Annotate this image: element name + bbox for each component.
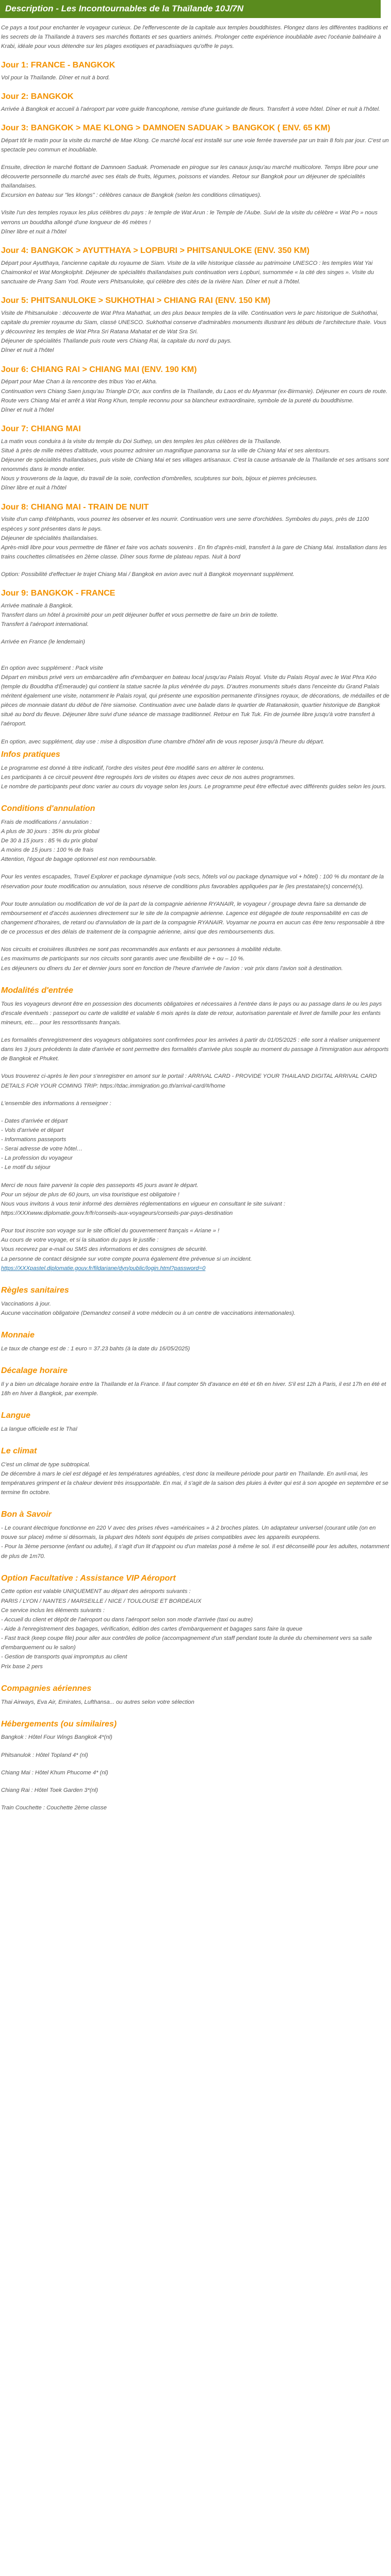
- section-title: Compagnies aériennes: [1, 1684, 92, 1693]
- day-title: Jour 7: CHIANG MAI: [1, 424, 81, 433]
- day-text: Situé à près de mille mètres d'altitude, vous pourrez admirer un magnifique panorama sur la ville de Chiang Mai et ses alentours.: [1, 447, 331, 454]
- section-text: Pour un séjour de plus de 60 jours, un visa touristique est obligatoire !: [1, 1191, 180, 1198]
- description-banner: Description - Les Incontournables de la Thaïlande 10J/7N: [0, 0, 381, 18]
- paragraph-gap: [1, 655, 390, 664]
- section-text: Ce service inclus les éléments suivants :: [1, 1607, 105, 1614]
- day-text: Dîner libre et nuit à l'hôtel: [1, 228, 67, 235]
- itinerary-days: [1, 60, 390, 747]
- section-text: Pour tout inscrire son voyage sur le site officiel du gouvernement français « Ariane » !: [1, 1228, 220, 1234]
- day-title: Jour 1: FRANCE - BANGKOK: [1, 60, 116, 70]
- section-title: Conditions d'annulation: [1, 804, 95, 813]
- section-title: Modalités d'entrée: [1, 986, 73, 995]
- paragraph-gap: [1, 1063, 390, 1072]
- section-text: Les maximums de participants sur nos circuits sont garantis avec une flexibilité de + ou – 10 %.: [1, 956, 245, 962]
- day-text: Arrivée en France (le lendemain): [1, 639, 85, 646]
- day-text: Transfert dans un hôtel à proximité pour un petit déjeuner buffet et vous permettre de faire un brin de toilette.: [1, 612, 279, 619]
- day-text: Dîner et nuit à l'hôtel: [1, 406, 54, 413]
- section-text: Cette option est valable UNIQUEMENT au départ des aéroports suivants :: [1, 1588, 191, 1595]
- section-text: - Aide à l'enregistrement des bagages, vérification, édition des cartes d'embarquement et bagages sans faire la queue: [1, 1626, 303, 1632]
- paragraph-gap: [1, 647, 390, 655]
- section-title: Langue: [1, 1411, 30, 1420]
- section-title: Infos pratiques: [1, 750, 60, 759]
- section-text: - Le courant électrique fonctionne en 220 V avec des prises rêves «américaines » à 2 broches plates. Un adaptateur universel (courant utile (on en trouve sur place) même si désormais, la plupart des hôtels sont équipés de prises compatibles avec les appareils européens.: [1, 1525, 376, 1541]
- paragraph-gap: [1, 155, 390, 163]
- section-text: Vous trouverez ci-après le lien pour s'enregistrer en amont sur le portail : ARRIVAL CARD - PROVIDE YOUR THAILAND DIGITAL ARRIVAL CARD DETAILS FOR YOUR COMING TRIP: https://tdac.immigration.go.th/arrival-card/#/home: [1, 1073, 377, 1089]
- section-text: Les formalités d'enregistrement des voyageurs obligatoires sont confirmées pour les arrivées à partir du 01/05/2025 : elle sont à réaliser uniquement dans les 3 jours précédents la date d'arrivée et sont permettre des formalités d'arrivée plus souple au moment du passage à l'immigration aux aéroports de Bangkok et Phuket.: [1, 1037, 389, 1062]
- info-sections: [1, 750, 390, 1812]
- intro-text: Ce pays a tout pour enchanter le voyageur curieux. De l'effervescente de la capitale aux temples bouddhistes. Plongez dans les différentes traditions et les secrets de la Thaïlande à travers ses marchés flottants et ses quartiers animés. Prolonger cette expérience inoubliable avec l'océanie balnéaire à Krabi, idéale pour vous détendre sur les plages exotiques et paradisiaques qu'offre le pays.: [1, 24, 388, 49]
- section-title: Bon à Savoir: [1, 1510, 52, 1519]
- day-text: Départ en minibus privé vers un embarcadère afin d'embarquer en bateau local jusqu'au Palais Royal. Visite du Palais Royal avec le Wat Phra Kéo (temple du Bouddha d'Émeraude) qui contient la statue sacrée la plus vénérée du pays. D'autres monuments situés dans l'enceinte du Grand Palais méritent également une visite, notamment le Palais royal, qui présente une exposition permanente d'insignes royaux, de décorations, de médailles et de pièces de monnaie datant du début de l'ère siamoise. Continuation avec une balade dans le quartier de Ratanakosin, quartier historique de Bangkok situé au bord du fleuve. Déjeuner libre suivi d'une séance de massage traditionnel. Retour en Tuk Tuk. Fin de journée libre jusqu'à votre transfert à l'aéroport.: [1, 674, 389, 727]
- day-text: Ensuite, direction le marché flottant de Damnoen Saduak. Promenade en pirogue sur les canaux jusqu'au marché multicolore. Temps libre pour une découverte personnelle du marché avec ses étals de fruits, légumes, poissons et viandes. Retour sur Bangkok pour un déjeuner de spécialités thaïlandaises.: [1, 164, 379, 190]
- section-title: Monnaie: [1, 1330, 35, 1340]
- day-text: Route vers Chiang Mai et arrêt à Wat Rong Khun, temple reconnu pour sa blancheur extraordinaire, symbole de la pureté du bouddhisme.: [1, 397, 354, 404]
- paragraph-gap: [1, 1742, 390, 1751]
- section-text: - Serai adresse de votre hôtel…: [1, 1146, 83, 1153]
- section-text: Les déjeuners ou dîners du 1er et dernier jours sont en fonction de l'heure d'arrivée de l'avion : voir prix dans l'avion soit à destination.: [1, 965, 343, 972]
- section-text: Le nombre de participants peut donc varier au cours du voyage selon les jours. Le programme peut être effectué avec différents guides selon les jours.: [1, 783, 386, 790]
- section-text: Chiang Mai : Hôtel Khum Phucome 4* (nl): [1, 1769, 108, 1776]
- section-text: A moins de 15 jours : 100 % de frais: [1, 847, 94, 854]
- day-text: Excursion en bateau sur "les klongs" : célèbres canaux de Bangkok (selon les conditions climatiques).: [1, 192, 262, 199]
- day-text: Transfert à l'aéroport international.: [1, 621, 89, 628]
- section-text: - Dates d'arrivée et départ: [1, 1117, 68, 1124]
- paragraph-gap: [1, 729, 390, 737]
- section-text: - Accueil du client et dépôt de l'aéroport ou dans l'aéroport selon son mode d'arrivée (taxi ou autre): [1, 1616, 253, 1623]
- section-text: Les participants à ce circuit peuvent être regroupés lors de visites ou étapes avec ceux de nos autres programmes.: [1, 774, 296, 781]
- section-text: La personne de contact désignée sur votre compte pourra également être prévenue si un incident.: [1, 1256, 252, 1262]
- section-text: Prix base 2 pers: [1, 1663, 43, 1670]
- day-title: Jour 8: CHIANG MAI - TRAIN DE NUIT: [1, 502, 149, 512]
- paragraph-gap: [1, 1218, 390, 1226]
- day-text: Option: Possibilité d'effectuer le trajet Chiang Mai / Bangkok en avion avec nuit à Bangkok moyennant supplément.: [1, 571, 295, 578]
- section-text: - Gestion de transports quai impromptus au client: [1, 1654, 127, 1660]
- day-text: Arrivée matinale à Bangkok.: [1, 603, 73, 609]
- section-title: Le climat: [1, 1446, 37, 1455]
- section-text: Thai Airways, Eva Air, Emirates, Lufthansa... ou autres selon votre sélection: [1, 1699, 194, 1705]
- day-title: Jour 9: BANGKOK - FRANCE: [1, 589, 116, 598]
- day-text: Départ pour Mae Chan à la rencontre des tribus Yao et Akha.: [1, 379, 157, 385]
- day-title: Jour 2: BANGKOK: [1, 92, 74, 101]
- day-text: Vol pour la Thaïlande. Dîner et nuit à bord.: [1, 74, 110, 81]
- day-text: Arrivée à Bangkok et accueil à l'aéroport par votre guide francophone, remise d'une guirlande de fleurs. Transfert à votre hôtel. Dîner et nuit à l'hôtel.: [1, 106, 381, 112]
- section-text: PARIS / LYON / NANTES / MARSEILLE / NICE / TOULOUSE ET BORDEAUX: [1, 1598, 202, 1604]
- section-text: Nous vous invitons à vous tenir informé des dernières réglementations en vigueur en consultant le site suivant : https://XXXwww.diplomatie.gouv.fr/fr/conseils-aux-voyageurs/conseils-par-pays-destination: [1, 1200, 285, 1217]
- section-text: Le taux de change est de : 1 euro = 37.23 bahts (à la date du 16/05/2025): [1, 1345, 190, 1352]
- section-title: Décalage horaire: [1, 1366, 68, 1375]
- section-text: - Vols d'arrivée et départ: [1, 1127, 64, 1133]
- day-text: Dîner et nuit à l'hôtel: [1, 347, 54, 354]
- paragraph-gap: [1, 562, 390, 570]
- section-text: - Informations passeports: [1, 1137, 67, 1143]
- day-text: Départ tôt le matin pour la visite du marché de Mae Klong. Ce marché local est installé sur une voie ferrée traversée par un train 8 fois par jour. C'est un spectacle peu commun et inoubliable.: [1, 137, 389, 153]
- section-text: - Fast track (keep coupe file) pour aller aux contrôles de police (accompagnement d'un staff pendant toute la durée du cheminement vers sa salle d'embarquement ou le salon): [1, 1635, 372, 1651]
- section-text: Merci de nous faire parvenir la copie des passeports 45 jours avant le départ.: [1, 1182, 199, 1189]
- section-text: Bangkok : Hôtel Four Wings Bangkok 4*(nl): [1, 1734, 112, 1741]
- paragraph-gap: [1, 1777, 390, 1786]
- section-text: De décembre à mars le ciel est dégagé et les températures agréables, c'est donc la meilleure période pour partir en Thaïlande. En avril-mai, les températures grimpent et la chaleur devient très insupportable. En mai, il s'agit de la saison des pluies à éviter qui est à son apogée en septembre et se termine fin octobre.: [1, 1470, 388, 1496]
- section-title: Option Facultative : Assistance VIP Aéroport: [1, 1573, 176, 1583]
- section-link[interactable]: https://XXXpastel.diplomatie.gouv.fr/fildariane/dyn/public/login.html?password=0: [1, 1265, 206, 1272]
- day-text: Visite l'un des temples royaux les plus célèbres du pays : le temple de Wat Arun : le Temple de l'Aube. Suivi de la visite du célèbre « Wat Po » nous verrons un bouddha allongé d'une longueur de 46 mètres !: [1, 210, 378, 226]
- day-text: Continuation vers Chiang Saen jusqu'au Triangle D'Or, aux confins de la Thaïlande, du Laos et du Myanmar (ex-Birmanie). Déjeuner en cours de route.: [1, 388, 388, 395]
- section-text: - La profession du voyageur: [1, 1155, 73, 1162]
- day-text: Dîner libre et nuit à l'hôtel: [1, 485, 67, 492]
- section-text: Au cours de votre voyage, et si la situation du pays le justifie :: [1, 1237, 159, 1244]
- paragraph-gap: [1, 629, 390, 637]
- section-text: Chiang Rai : Hôtel Toek Garden 3*(nl): [1, 1787, 99, 1793]
- day-text: Déjeuner de spécialités thaïlandaises.: [1, 535, 99, 541]
- paragraph-gap: [1, 937, 390, 945]
- section-text: Tous les voyageurs devront être en possession des documents obligatoires et nécessaires à l'entrée dans le pays ou au passage dans le ou les pays d'escale éventuels : passeport ou carte de validité et valable 6 mois après la date de retour, autorisation parentale et livret de famille pour les enfants mineurs, etc… pour les ressortissants français.: [1, 1001, 382, 1026]
- day-text: Départ pour Ayutthaya, l'ancienne capitale du royaume de Siam. Visite de la ville historique classée au patrimoine UNESCO : les temples Wat Yai Chaimonkol et Wat Mongkolphit. Déjeuner de spécialités thaïlandaises puis continuation vers Lopburi, surnommée « la cité des singes ». Visite du sanctuaire de Prang Sam Yod. Route vers Phitsanuloke, qui célèbre des cités de la rivière Nan. Dîner et nuit à l'hôtel.: [1, 260, 374, 285]
- day-text: Déjeuner de spécialités Thaïlande puis route vers Chiang Rai, la capitale du nord du pays.: [1, 338, 232, 345]
- paragraph-gap: [1, 1027, 390, 1036]
- paragraph-gap: [1, 864, 390, 872]
- day-text: Nous y trouverons de la laque, du travail de la soie, confection d'ombrelles, sculptures sur bois, bijoux et pierres précieuses.: [1, 476, 318, 482]
- section-text: Attention, l'égout de bagage optionnel est non remboursable.: [1, 856, 157, 863]
- day-text: Déjeuner de spécialités thaïlandaises, puis visite de Chiang Mai et ses villages artisanaux. C'est la cause artisanale de la Thaïlande et ses artisans sont renommés dans le monde entier.: [1, 457, 389, 473]
- paragraph-gap: [1, 1760, 390, 1768]
- section-text: Pour les ventes escapades, Travel Explorer et package dynamique (vols secs, hôtels vol ou package dynamique vol + hôtel) : 100 % du montant de la réservation pour toute modification ou annulation, sous réserve de conditions plus favorables appliquées par le (les prestataire(s) concerné(s).: [1, 874, 384, 890]
- paragraph-gap: [1, 1173, 390, 1181]
- day-text: Visite de Phitsanuloke : découverte de Wat Phra Mahathat, un des plus beaux temples de la ville. Continuation vers le parc historique de Sukhothai, capitale du premier royaume du Siam, classé UNESCO. Sukhothai conserve d'admirables monuments illustrant les débuts de l'architecture thaïe. Vous y découvrirez les temples de Wat Phra Sri Ratana Mahatat et de Wat Sra Sri.: [1, 310, 386, 335]
- section-title: Hébergements (ou similaires): [1, 1719, 117, 1728]
- section-text: - Pour la 3ème personne (enfant ou adulte), il s'agit d'un lit d'appoint ou d'un matelas posé à même le sol. Il est déconseillé pour les adultes, notamment de plus de 1m70.: [1, 1544, 389, 1560]
- description-content: [0, 23, 390, 1813]
- section-text: Il y a bien un décalage horaire entre la Thaïlande et la France. Il faut compter 5h d'avance en été et 6h en hiver. S'il est 12h à Paris, il est 17h en été et 18h en hiver à Bangkok, par exemple.: [1, 1381, 386, 1397]
- section-title: Règles sanitaires: [1, 1285, 69, 1295]
- day-text: En option, avec supplément, day use : mise à disposition d'une chambre d'hôtel afin de vous reposer jusqu'à l'heure du départ.: [1, 738, 324, 745]
- section-text: Train Couchette : Couchette 2ème classe: [1, 1805, 107, 1811]
- section-text: La langue officielle est le Thaï: [1, 1426, 78, 1432]
- paragraph-gap: [1, 1108, 390, 1116]
- section-text: Nos circuits et croisières illustrées ne sont pas recommandés aux enfants et aux personnes à mobilité réduite.: [1, 946, 282, 953]
- paragraph-gap: [1, 1795, 390, 1803]
- section-text: De 30 à 15 jours : 85 % du prix global: [1, 838, 97, 844]
- section-text: Pour toute annulation ou modification de vol de la part de la compagnie aérienne RYANAIR, le voyageur / groupage devra faire sa demande de remboursement et d'accès auxiennes directement sur le site de la compagnie aérienne. Lagence est dégagée de toute responsabilité en cas de changement d'horaires, de retard ou d'annulation de la part de la compagnie RYANAIR. Voyamar ne pourra en aucun cas être tenu responsable à titre de ce processus et des délais de traitement de la compagnie aérienne, ainsi que des remboursements dus.: [1, 901, 385, 936]
- section-text: - Le motif du séjour: [1, 1164, 51, 1171]
- day-title: Jour 3: BANGKOK > MAE KLONG > DAMNOEN SADUAK > BANGKOK ( ENV. 65 KM): [1, 123, 331, 132]
- section-text: Vaccinations à jour.: [1, 1300, 51, 1307]
- day-text: En option avec supplément : Pack visite: [1, 665, 103, 671]
- paragraph-gap: [1, 200, 390, 208]
- section-text: Le programme est donné à titre indicatif, l'ordre des visites peut être modifié sans en altérer le contenu.: [1, 765, 265, 771]
- day-title: Jour 4: BANGKOK > AYUTTHAYA > LOPBURI > PHITSANULOKE (ENV. 350 KM): [1, 246, 309, 255]
- day-text: La matin vous conduira à la visite du temple du Doi Suthep, un des temples les plus célèbres de la Thaïlande.: [1, 438, 282, 445]
- section-text: L'ensemble des informations à renseigner :: [1, 1100, 111, 1107]
- section-text: Aucune vaccination obligatoire (Demandez conseil à votre médecin ou à un centre de vaccinations internationales).: [1, 1310, 296, 1316]
- section-text: Vous recevrez par e-mail ou SMS des informations et des consignes de sécurité.: [1, 1246, 208, 1253]
- paragraph-gap: [1, 1091, 390, 1099]
- section-text: A plus de 30 jours : 35% du prix global: [1, 828, 100, 835]
- day-text: Après-midi libre pour vous permettre de flâner et faire vos achats souvenirs . En fin d'après-midi, transfert à la gare de Chiang Mai. Installation dans les trains couchettes climatisées en 2ème classe. Dîner sous forme de plateau repas. Nuit à bord: [1, 544, 387, 560]
- day-title: Jour 5: PHITSANULOKE > SUKHOTHAI > CHIANG RAI (ENV. 150 KM): [1, 296, 271, 306]
- paragraph-gap: [1, 891, 390, 900]
- day-title: Jour 6: CHIANG RAI > CHIANG MAI (ENV. 190 KM): [1, 365, 197, 374]
- section-text: Frais de modifications / annulation :: [1, 819, 92, 825]
- section-text: C'est un climat de type subtropical.: [1, 1461, 91, 1468]
- section-text: Phitsanulok : Hôtel Topland 4* (nl): [1, 1752, 88, 1758]
- day-text: Visite d'un camp d'éléphants, vous pourrez les observer et les nourrir. Continuation vers une serre d'orchidées. Symboles du pays, près de 1100 espèces y sont présentes dans le pays.: [1, 516, 369, 532]
